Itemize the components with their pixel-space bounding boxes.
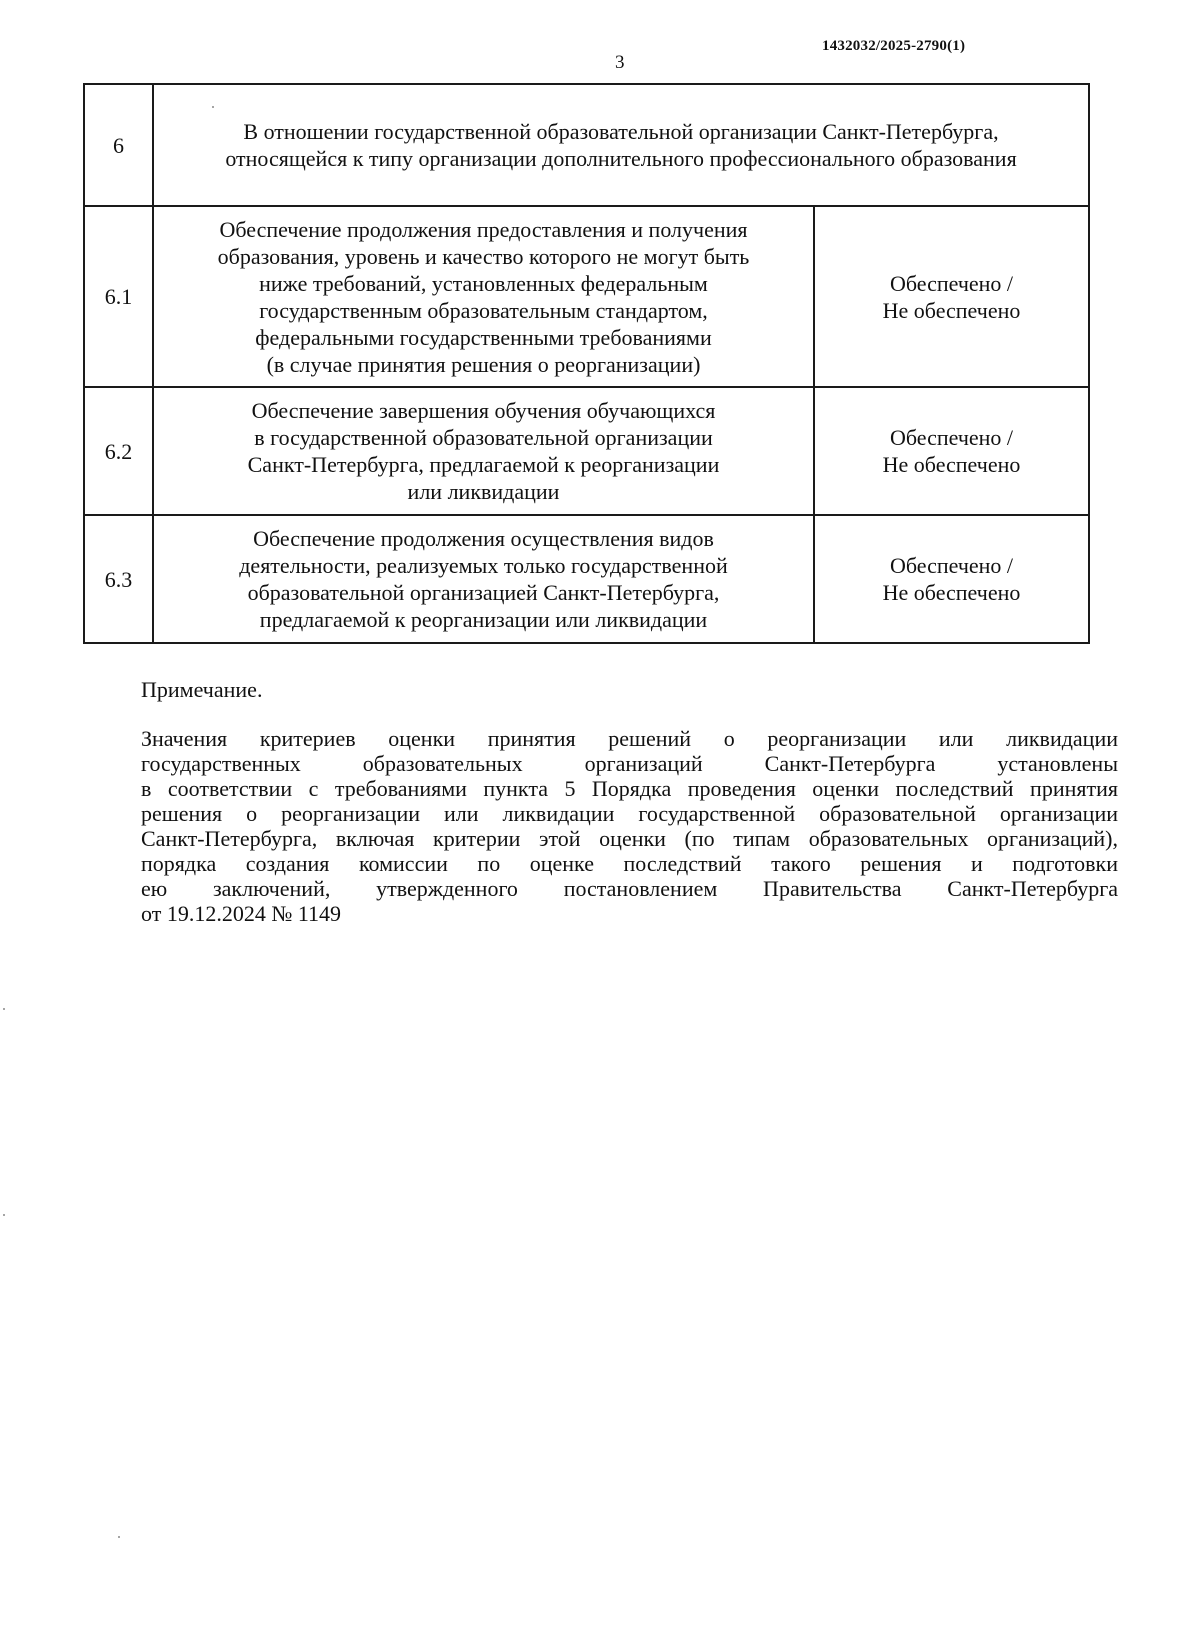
scan-artifact	[118, 1536, 120, 1538]
scan-artifact	[3, 1214, 5, 1216]
criterion-number: 6.2	[84, 387, 153, 515]
criterion-text: Обеспечение продолжения осуществления видов деятельности, реализуемых только государственной образовательной организацией Санкт-Петербурга, предлагаемой к реорганизации или ликвидации	[153, 515, 814, 643]
note-line: в соответствии с требованиями пункта 5 Порядка проведения оценки последствий принятия	[141, 776, 1118, 801]
note-body	[141, 726, 1118, 926]
table-row	[84, 387, 1089, 515]
scan-artifact	[3, 1008, 5, 1010]
note-title: Примечание.	[141, 677, 263, 702]
note-line: ею заключений, утвержденного постановлением Правительства Санкт-Петербурга	[141, 876, 1118, 901]
page-number: 3	[615, 52, 625, 73]
note-line: решения о реорганизации или ликвидации государственной образовательной организации	[141, 801, 1118, 826]
document-id: 1432032/2025-2790(1)	[822, 38, 966, 54]
criterion-status: Обеспечено / Не обеспечено	[814, 206, 1089, 387]
section-title: В отношении государственной образовательной организации Санкт-Петербурга, относящейся к типу организации дополнительного профессионального образования	[153, 84, 1089, 206]
criterion-text: Обеспечение завершения обучения обучающихся в государственной образовательной организации Санкт-Петербурга, предлагаемой к реорганизации или ликвидации	[153, 387, 814, 515]
scan-artifact	[212, 106, 214, 108]
note-line: Санкт-Петербурга, включая критерии этой оценки (по типам образовательных организаций),	[141, 826, 1118, 851]
table-section-row	[84, 84, 1089, 206]
note-line: государственных образовательных организаций Санкт-Петербурга установлены	[141, 751, 1118, 776]
table-row	[84, 515, 1089, 643]
note-line: порядка создания комиссии по оценке последствий такого решения и подготовки	[141, 851, 1118, 876]
criterion-status: Обеспечено / Не обеспечено	[814, 387, 1089, 515]
criterion-status: Обеспечено / Не обеспечено	[814, 515, 1089, 643]
criterion-text: Обеспечение продолжения предоставления и получения образования, уровень и качество которого не могут быть ниже требований, установленных федеральным государственным образовательным стандартом, федеральными государственными требованиями (в случае принятия решения о реорганизации)	[153, 206, 814, 387]
criteria-table	[83, 83, 1090, 644]
criterion-number: 6.3	[84, 515, 153, 643]
table-row	[84, 206, 1089, 387]
section-number: 6	[84, 84, 153, 206]
note-line: Значения критериев оценки принятия решений о реорганизации или ликвидации	[141, 726, 1118, 751]
criterion-number: 6.1	[84, 206, 153, 387]
note-line: от 19.12.2024 № 1149	[141, 901, 341, 926]
